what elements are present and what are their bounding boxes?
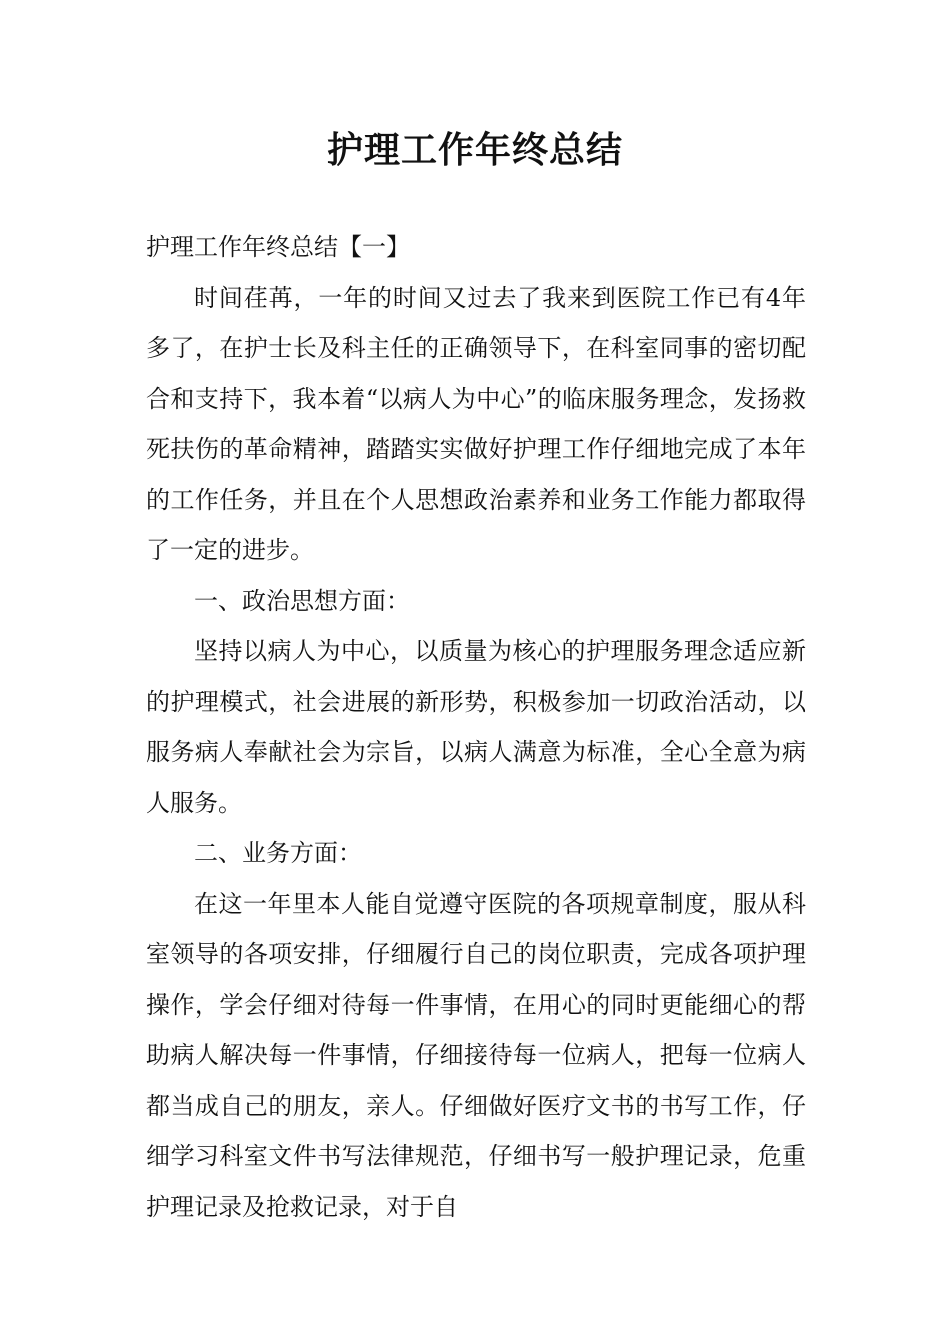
document-title: 护理工作年终总结 xyxy=(326,129,623,171)
political-heading: 一、政治思想方面： xyxy=(194,586,410,615)
business-heading: 二、业务方面： xyxy=(194,839,362,867)
business-paragraph: 在这一年里本人能自觉遵守医院的各项规章制度，服从科室领导的各项安排，仔细履行自己的岗位职责，完成各项护理操作，学会仔细对待每一件事情，在用心的同时更能细心的帮助病人解决每一件事情，仔细接待每一位病人，把每一位病人都当成自己的朋友，亲人。仔细做好医疗文书的书写工作，仔细学习科室文件书写法律规范，仔细书写一般护理记录，危重护理记录及抢救记录，对于自 xyxy=(146,889,806,1221)
document-body xyxy=(146,222,806,1232)
political-paragraph: 坚持以病人为中心，以质量为核心的护理服务理念适应新的护理模式，社会进展的新形势，积极参加一切政治活动，以服务病人奉献社会为宗旨，以病人满意为标准，全心全意为病人服务。 xyxy=(146,637,806,817)
intro-paragraph: 时间荏苒，一年的时间又过去了我来到医院工作已有4年多了，在护士长及科主任的正确领导下，在科室同事的密切配合和支持下，我本着“以病人为中心”的临床服务理念，发扬救死扶伤的革命精神，踏踏实实做好护理工作仔细地完成了本年的工作任务，并且在个人思想政治素养和业务工作能力都取得了一定的进步。 xyxy=(146,283,806,564)
section-heading: 护理工作年终总结【一】 xyxy=(146,233,410,261)
